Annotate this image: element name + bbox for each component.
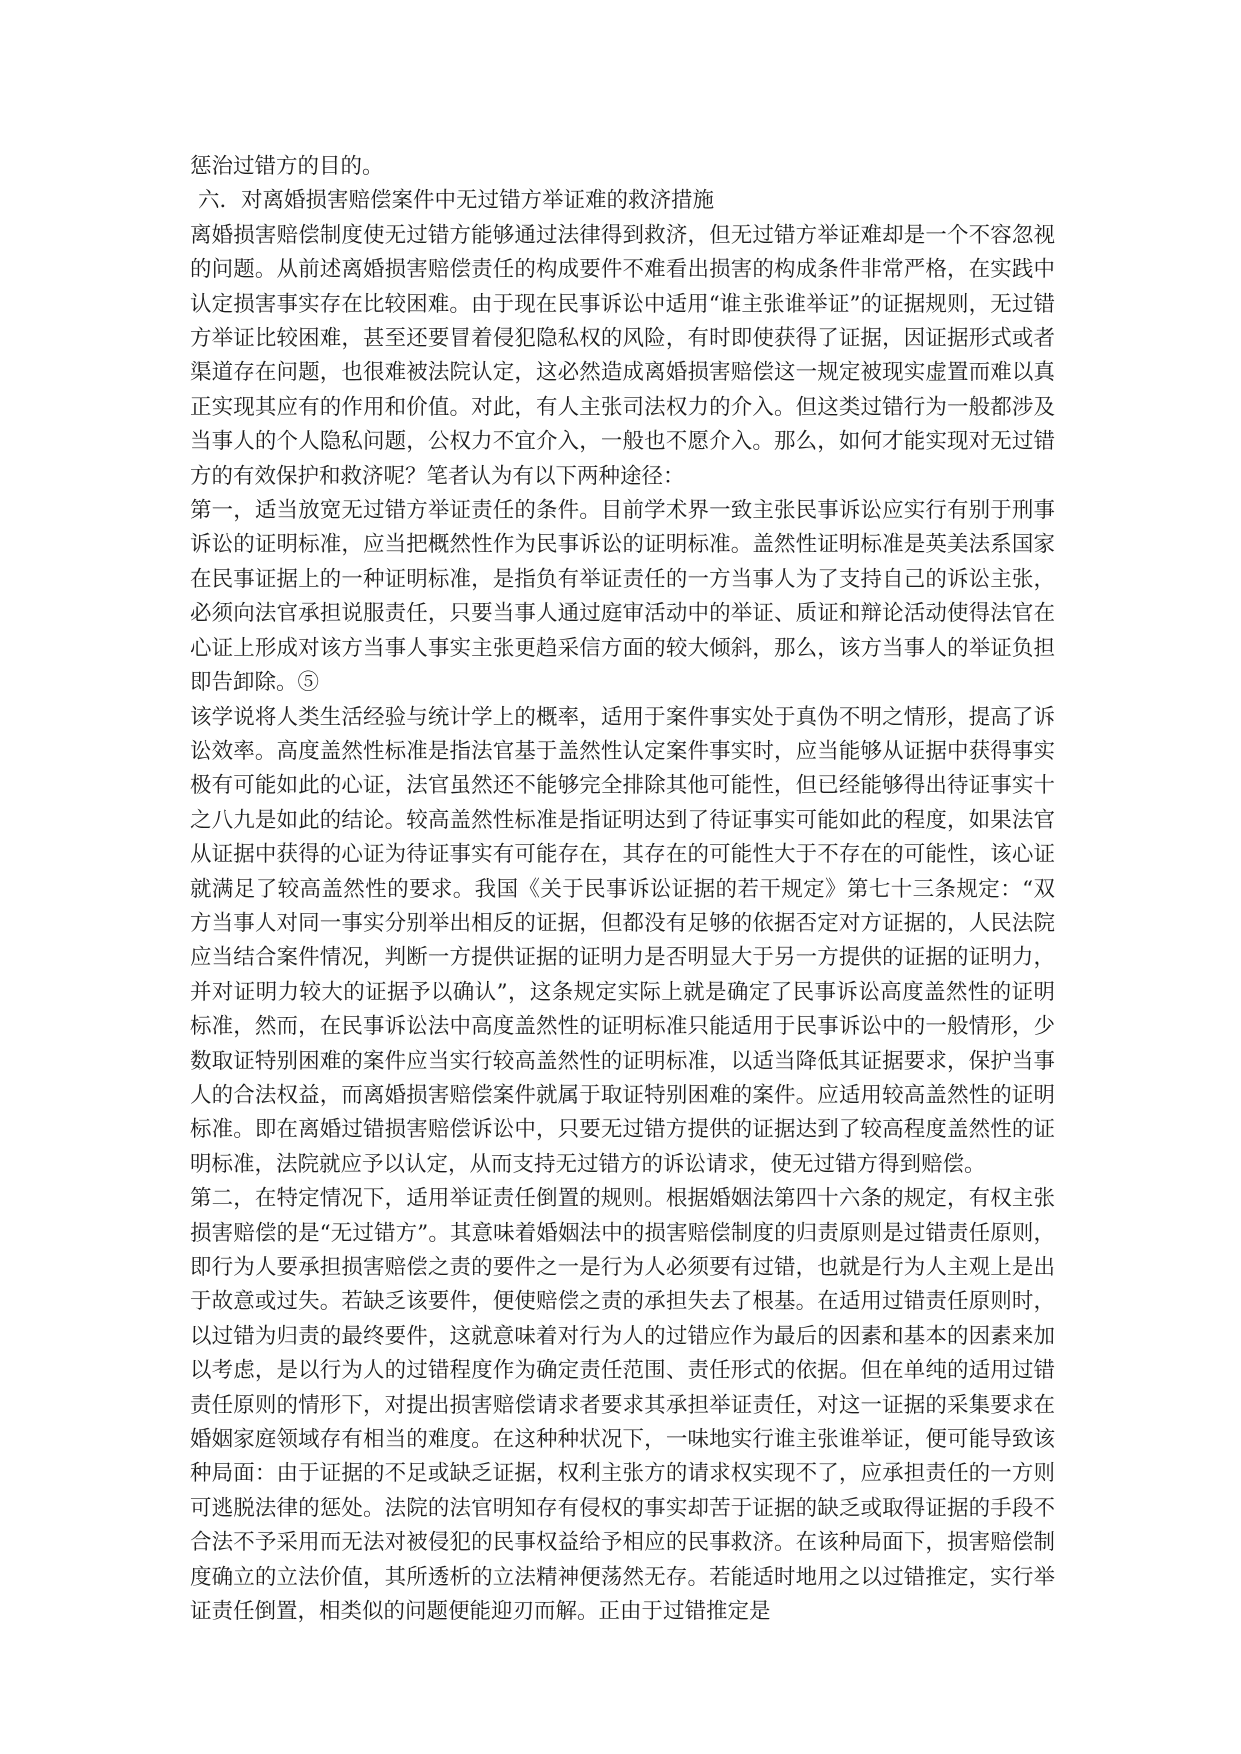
document-page bbox=[190, 150, 1055, 1629]
paragraph-second-approach: 第二，在特定情况下，适用举证责任倒置的规则。根据婚姻法第四十六条的规定，有权主张损害赔偿的是“无过错方”。其意味着婚姻法中的损害赔偿制度的归责原则是过错责任原则，即行为人要承担损害赔偿之责的要件之一是行为人必须要有过错，也就是行为人主观上是出于故意或过失。若缺乏该要件，便使赔偿之责的承担失去了根基。在适用过错责任原则时，以过错为归责的最终要件，这就意味着对行为人的过错应作为最后的因素和基本的因素来加以考虑，是以行为人的过错程度作为确定责任范围、责任形式的依据。但在单纯的适用过错责任原则的情形下，对提出损害赔偿请求者要求其承担举证责任，对这一证据的采集要求在婚姻家庭领域存有相当的难度。在这种种状况下，一味地实行谁主张谁举证，便可能导致该种局面：由于证据的不足或缺乏证据，权利主张方的请求权实现不了，应承担责任的一方则可逃脱法律的惩处。法院的法官明知存有侵权的事实却苦于证据的缺乏或取得证据的手段不合法不予采用而无法对被侵犯的民事权益给予相应的民事救济。在该种局面下，损害赔偿制度确立的立法价值，其所透析的立法精神便荡然无存。若能适时地用之以过错推定，实行举证责任倒置，相类似的问题便能迎刃而解。正由于过错推定是 bbox=[190, 1186, 1055, 1625]
paragraph-continuation: 惩治过错方的目的。 bbox=[190, 154, 384, 179]
paragraph-intro: 离婚损害赔偿制度使无过错方能够通过法律得到救济，但无过错方举证难却是一个不容忽视的问题。从前述离婚损害赔偿责任的构成要件不难看出损害的构成条件非常严格，在实践中认定损害事实存在比较困难。由于现在民事诉讼中适用“谁主张谁举证”的证据规则，无过错方举证比较困难，甚至还要冒着侵犯隐私权的风险，有时即使获得了证据，因证据形式或者渠道存在问题，也很难被法院认定，这必然造成离婚损害赔偿这一规定被现实虚置而难以真正实现其应有的作用和价值。对此，有人主张司法权力的介入。但这类过错行为一般都涉及当事人的个人隐私问题，公权力不宜介入，一般也不愿介入。那么，如何才能实现对无过错方的有效保护和救济呢？笔者认为有以下两种途径： bbox=[190, 222, 1055, 489]
section-heading: 六．对离婚损害赔偿案件中无过错方举证难的救济措施 bbox=[198, 188, 715, 214]
paragraph-first-approach: 第一，适当放宽无过错方举证责任的条件。目前学术界一致主张民事诉讼应实行有别于刑事诉讼的证明标准，应当把概然性作为民事诉讼的证明标准。盖然性证明标准是英美法系国家在民事证据上的一种证明标准，是指负有举证责任的一方当事人为了支持自己的诉讼主张，必须向法官承担说服责任，只要当事人通过庭审活动中的举证、质证和辩论活动使得法官在心证上形成对该方当事人事实主张更趋采信方面的较大倾斜，那么，该方当事人的举证负担即告卸除。⑤ bbox=[190, 498, 1055, 696]
paragraph-probability-theory: 该学说将人类生活经验与统计学上的概率，适用于案件事实处于真伪不明之情形，提高了诉讼效率。高度盖然性标准是指法官基于盖然性认定案件事实时，应当能够从证据中获得事实极有可能如此的心证，法官虽然还不能够完全排除其他可能性，但已经能够得出待证事实十之八九是如此的结论。较高盖然性标准是指证明达到了待证事实可能如此的程度，如果法官从证据中获得的心证为待证事实有可能存在，其存在的可能性大于不存在的可能性，该心证就满足了较高盖然性的要求。我国《关于民事诉讼证据的若干规定》第七十三条规定：“双方当事人对同一事实分别举出相反的证据，但都没有足够的依据否定对方证据的，人民法院应当结合案件情况，判断一方提供证据的证明力是否明显大于另一方提供的证据的证明力，并对证明力较大的证据予以确认”，这条规定实际上就是确定了民事诉讼高度盖然性的证明标准，然而，在民事诉讼法中高度盖然性的证明标准只能适用于民事诉讼中的一般情形，少数取证特别困难的案件应当实行较高盖然性的证明标准，以适当降低其证据要求，保护当事人的合法权益，而离婚损害赔偿案件就属于取证特别困难的案件。应适用较高盖然性的证明标准。即在离婚过错损害赔偿诉讼中，只要无过错方提供的证据达到了较高程度盖然性的证明标准，法院就应予以认定，从而支持无过错方的诉讼请求，使无过错方得到赔偿。 bbox=[190, 704, 1055, 1177]
